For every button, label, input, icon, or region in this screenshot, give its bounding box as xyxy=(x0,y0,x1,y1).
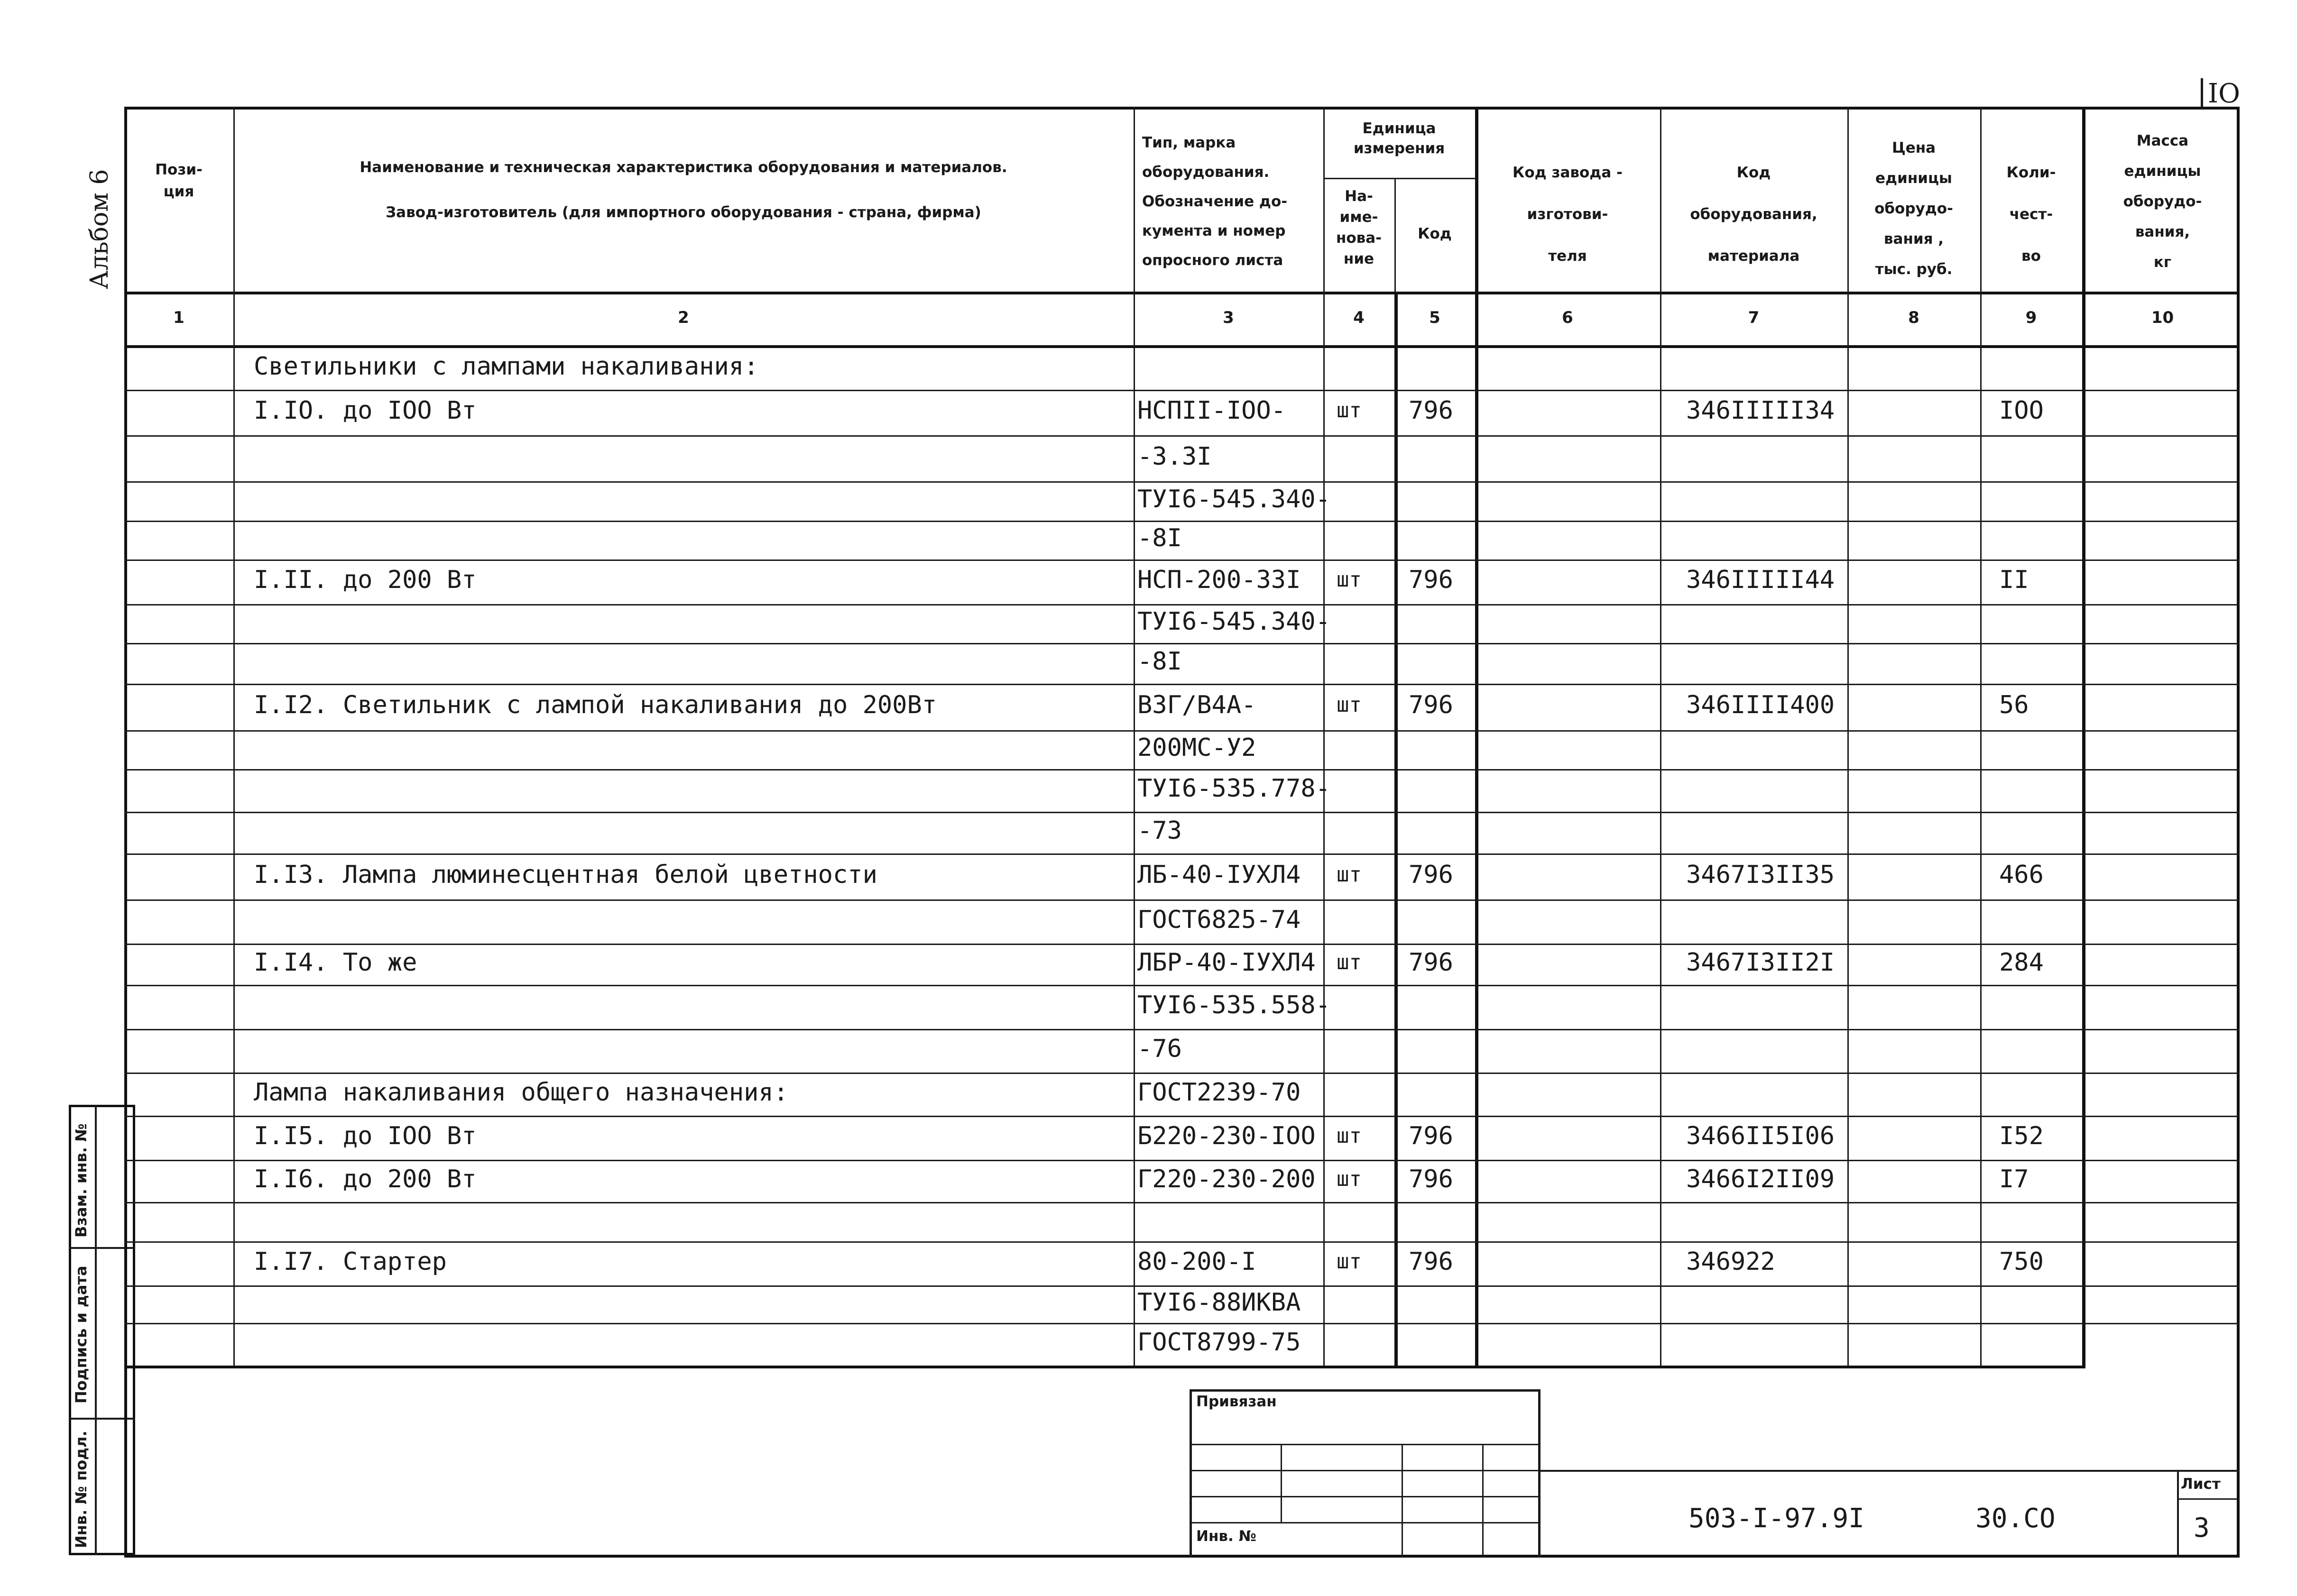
inv-no-label: Инв. № xyxy=(1196,1528,1256,1545)
item-unit: шт xyxy=(1337,398,1362,422)
item-unit: шт xyxy=(1337,1167,1362,1191)
item-quantity: 56 xyxy=(1999,691,2029,719)
item-unit-code: 796 xyxy=(1409,1122,1453,1150)
colnum-3: 3 xyxy=(1223,308,1234,327)
item-unit: шт xyxy=(1337,950,1362,974)
item-type: ТУI6-545.340- xyxy=(1137,607,1330,636)
row-divider xyxy=(124,643,2240,644)
document-code: 503-I-97.9I xyxy=(1688,1503,1864,1534)
item-unit: шт xyxy=(1337,693,1362,717)
header-unit-group: Единица измерения xyxy=(1353,120,1445,157)
item-quantity: 466 xyxy=(1999,861,2044,889)
item-unit-code: 796 xyxy=(1409,396,1453,425)
row-divider xyxy=(124,899,2240,901)
row-divider xyxy=(124,1116,2240,1117)
row-divider xyxy=(124,1160,2240,1161)
item-equipment-code: 346IIIII34 xyxy=(1686,396,1835,425)
row-divider xyxy=(124,521,2240,522)
item-type: НСПII-IOO- xyxy=(1137,396,1286,425)
colnum-5: 5 xyxy=(1429,308,1440,327)
header-col1: Пози- ция xyxy=(155,161,203,200)
header-col7: Код оборудования, материала xyxy=(1690,164,1817,265)
page-number-top: IO xyxy=(2208,78,2241,109)
item-unit-code: 796 xyxy=(1409,691,1453,719)
row-divider xyxy=(124,1241,2240,1243)
inv-orig-label: Инв. № подл. xyxy=(72,1431,90,1548)
item-equipment-code: 3467I3II35 xyxy=(1686,861,1835,889)
item-quantity: I7 xyxy=(1999,1165,2029,1193)
item-type: -73 xyxy=(1137,816,1182,845)
header-col2-line2: Завод-изготовитель (для импортного оборудования - страна, фирма) xyxy=(386,204,981,221)
item-type: ТУI6-545.340- xyxy=(1137,485,1330,514)
row-divider xyxy=(124,1029,2240,1030)
item-type: ГОСТ2239-70 xyxy=(1137,1078,1301,1107)
item-unit-code: 796 xyxy=(1409,948,1453,977)
row-divider xyxy=(124,812,2240,813)
header-col2-line1: Наименование и техническая характеристика оборудования и материалов. xyxy=(360,159,1007,176)
item-type: ТУI6-535.558- xyxy=(1137,991,1330,1019)
item-equipment-code: 3467I3II2I xyxy=(1686,948,1835,977)
row-divider xyxy=(124,853,2240,855)
item-name: I.I7. Стартер xyxy=(254,1247,447,1276)
header-col3: Тип, марка оборудования. Обозначение до- кумента и номер опросного листа xyxy=(1142,134,1288,269)
header-col9: Коли- чест- во xyxy=(2006,164,2056,265)
colnum-1: 1 xyxy=(173,308,184,327)
item-name: I.I4. То же xyxy=(254,948,417,977)
item-name: I.IO. до IOO Вт xyxy=(254,396,477,425)
header-col4: На- име- нова- ние xyxy=(1336,188,1382,267)
row-divider xyxy=(124,1202,2240,1203)
row-divider xyxy=(124,769,2240,770)
row-divider xyxy=(124,730,2240,732)
row-divider xyxy=(124,560,2240,561)
row-divider xyxy=(124,1073,2240,1074)
item-quantity: II xyxy=(1999,566,2029,594)
item-type: ТУI6-88ИКВА xyxy=(1137,1288,1301,1317)
item-unit: шт xyxy=(1337,1124,1362,1148)
colnum-2: 2 xyxy=(678,308,689,327)
item-type: НСП-200-33I xyxy=(1137,566,1301,594)
item-type: 80-200-I xyxy=(1137,1247,1256,1276)
item-quantity: 284 xyxy=(1999,948,2044,977)
document-suffix: 30.CO xyxy=(1975,1503,2056,1534)
item-quantity: 750 xyxy=(1999,1247,2044,1276)
item-equipment-code: 346922 xyxy=(1686,1247,1775,1276)
colnum-8: 8 xyxy=(1908,308,1919,327)
item-type: -8I xyxy=(1137,647,1182,676)
item-unit: шт xyxy=(1337,1249,1362,1274)
row-divider xyxy=(124,1285,2240,1287)
item-unit-code: 796 xyxy=(1409,566,1453,594)
item-unit-code: 796 xyxy=(1409,1165,1453,1193)
colnum-10: 10 xyxy=(2151,308,2174,327)
item-name: Светильники с лампами накаливания: xyxy=(254,352,759,381)
item-name: I.II. до 200 Вт xyxy=(254,566,477,594)
item-type: ТУI6-535.778- xyxy=(1137,774,1330,803)
sheet-label: Лист xyxy=(2181,1476,2221,1493)
item-equipment-code: 346IIII400 xyxy=(1686,691,1835,719)
row-divider xyxy=(124,604,2240,605)
page-number-rule xyxy=(2201,78,2203,109)
row-divider xyxy=(124,944,2240,945)
header-col6: Код завода - изготови- теля xyxy=(1513,164,1623,265)
item-unit: шт xyxy=(1337,862,1362,887)
item-type: Г220-230-200 xyxy=(1137,1165,1316,1193)
colnum-6: 6 xyxy=(1562,308,1573,327)
item-name: I.I2. Светильник с лампой накаливания до 200Вт xyxy=(254,691,937,719)
item-type: ЛБР-40-IУХЛ4 xyxy=(1137,948,1316,977)
row-divider xyxy=(124,985,2240,986)
item-type: ЛБ-40-IУХЛ4 xyxy=(1137,861,1301,889)
replace-inv-label: Взам. инв. № xyxy=(72,1123,90,1238)
item-unit: шт xyxy=(1337,568,1362,592)
item-name: I.I3. Лампа люминесцентная белой цветности xyxy=(254,861,877,889)
item-unit-code: 796 xyxy=(1409,1247,1453,1276)
item-equipment-code: 346IIIII44 xyxy=(1686,566,1835,594)
header-col5: Код xyxy=(1418,225,1452,242)
item-name: I.I5. до IOO Вт xyxy=(254,1122,477,1150)
colnum-4: 4 xyxy=(1353,308,1365,327)
item-type: ГОСТ6825-74 xyxy=(1137,906,1301,934)
linked-label: Привязан xyxy=(1196,1393,1277,1410)
row-divider xyxy=(124,390,2240,391)
row-divider xyxy=(124,481,2240,483)
item-unit-code: 796 xyxy=(1409,861,1453,889)
row-divider xyxy=(124,684,2240,685)
item-type: -3.3I xyxy=(1137,442,1212,471)
colnum-9: 9 xyxy=(2025,308,2037,327)
item-name: I.I6. до 200 Вт xyxy=(254,1165,477,1193)
item-type: Б220-230-IOO xyxy=(1137,1122,1316,1150)
item-type: -76 xyxy=(1137,1035,1182,1063)
item-type: 200МС-У2 xyxy=(1137,734,1256,762)
item-quantity: IOO xyxy=(1999,396,2044,425)
header-col8: Цена единицы оборудо- вания , тыс. руб. xyxy=(1874,139,1953,278)
item-equipment-code: 3466II5I06 xyxy=(1686,1122,1835,1150)
sheet-number: 3 xyxy=(2194,1513,2210,1543)
row-divider xyxy=(124,435,2240,437)
item-name: Лампа накаливания общего назначения: xyxy=(254,1078,789,1107)
sign-date-label: Подпись и дата xyxy=(72,1266,90,1403)
item-equipment-code: 3466I2II09 xyxy=(1686,1165,1835,1193)
item-type: -8I xyxy=(1137,524,1182,552)
album-label: Альбом 6 xyxy=(85,169,114,289)
item-quantity: I52 xyxy=(1999,1122,2044,1150)
row-divider xyxy=(124,1323,2240,1324)
item-type: ВЗГ/В4А- xyxy=(1137,691,1256,719)
colnum-7: 7 xyxy=(1748,308,1760,327)
header-col10: Масса единицы оборудо- вания, кг xyxy=(2123,132,2202,271)
item-type: ГОСТ8799-75 xyxy=(1137,1328,1301,1357)
